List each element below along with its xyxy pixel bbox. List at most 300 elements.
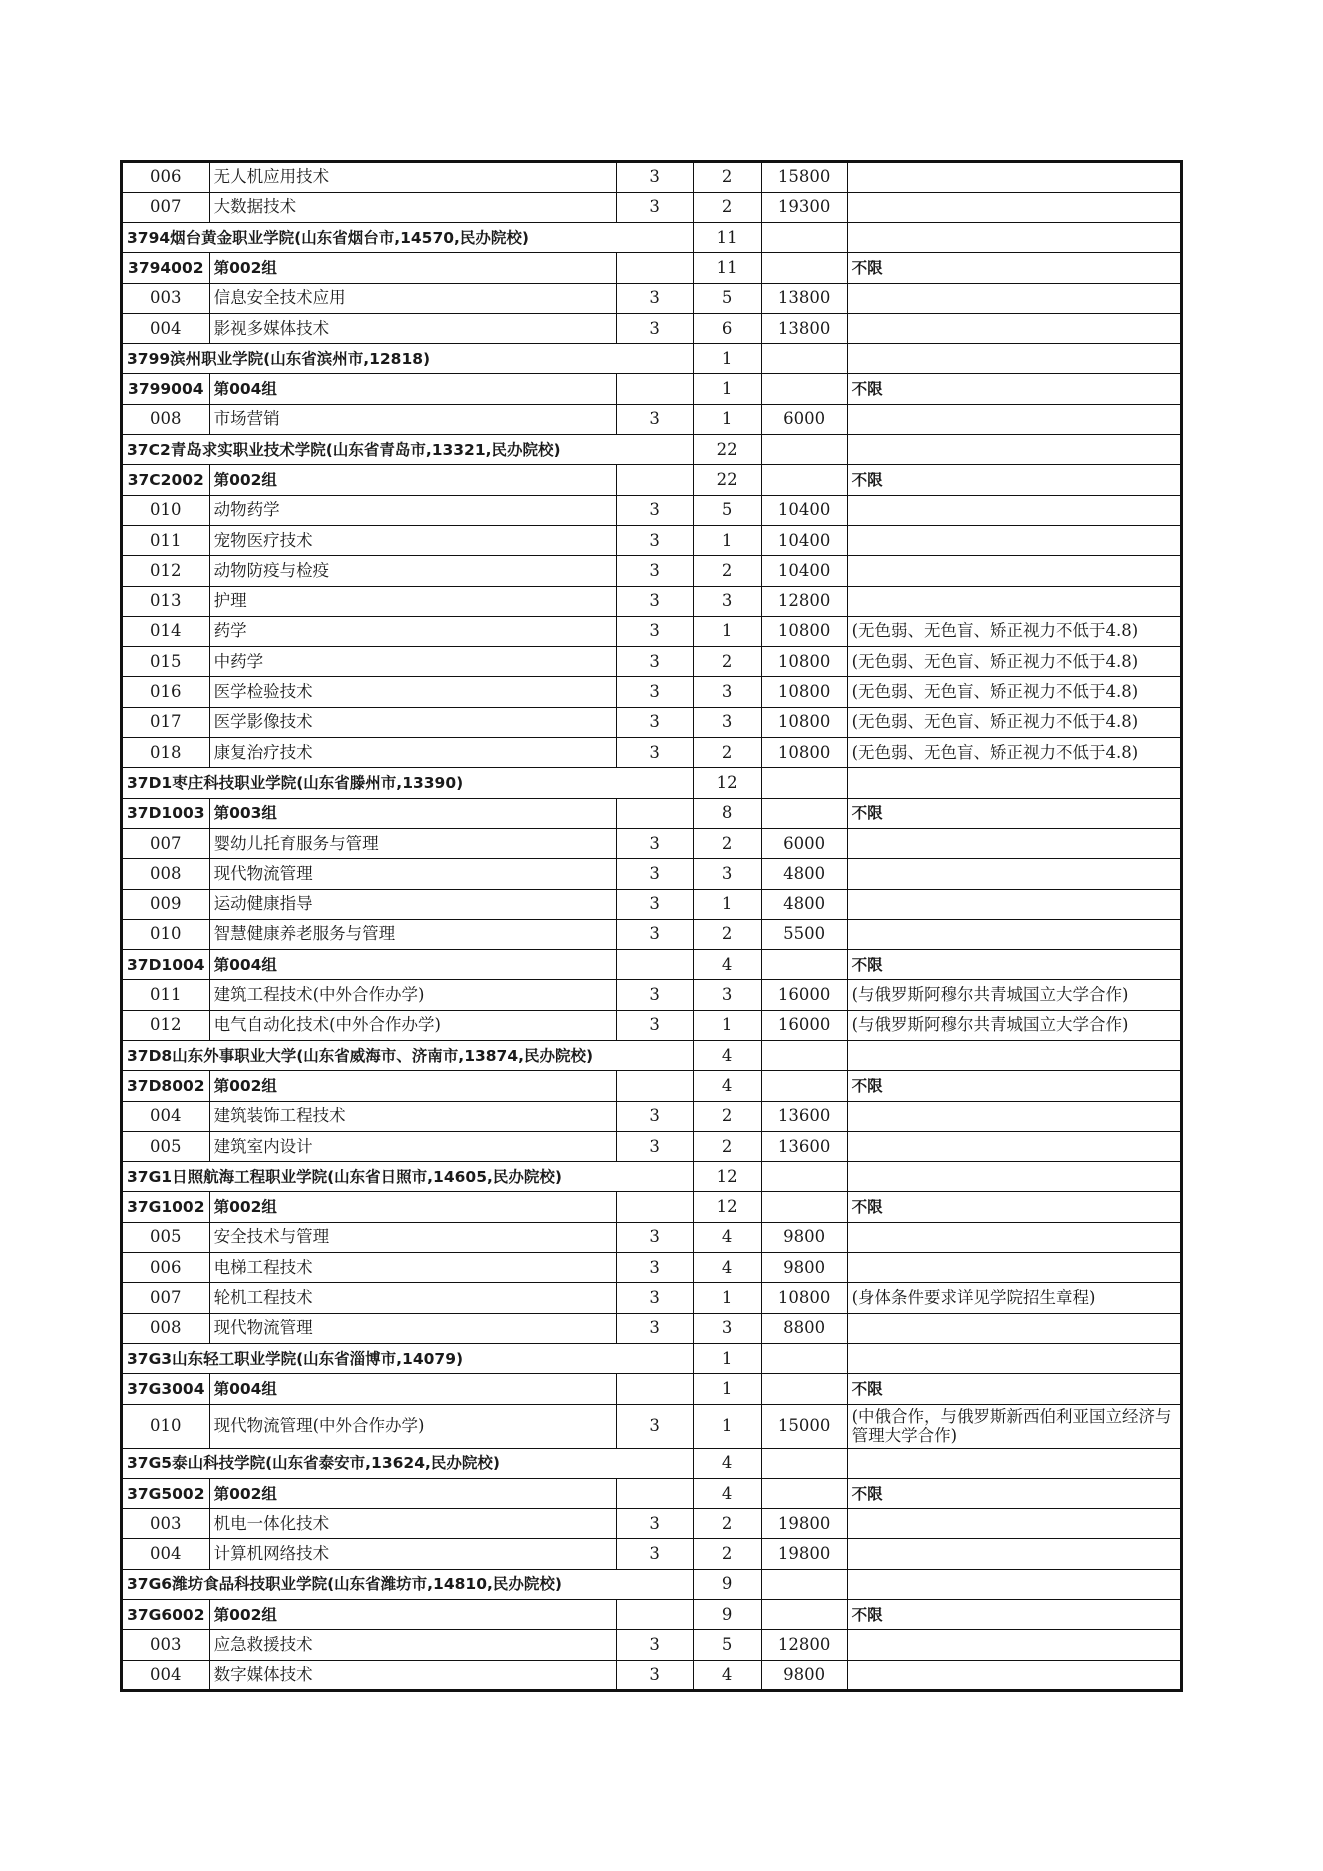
group-code: 37D8002	[122, 1071, 210, 1101]
school-row	[122, 1569, 1182, 1599]
major-name: 安全技术与管理	[209, 1222, 616, 1252]
plan-count: 4	[693, 1478, 761, 1508]
plan-count: 11	[693, 253, 761, 283]
plan-count: 1	[693, 344, 761, 374]
plan-count: 4	[693, 1041, 761, 1071]
major-code: 009	[122, 889, 210, 919]
plan-count: 4	[693, 1071, 761, 1101]
group-name: 第002组	[209, 465, 616, 495]
tuition-fee: 5500	[761, 919, 847, 949]
tuition-fee: 6000	[761, 404, 847, 434]
fee-cell	[761, 1343, 847, 1373]
major-name: 中药学	[209, 647, 616, 677]
plan-count: 2	[693, 192, 761, 222]
fee-cell	[761, 1071, 847, 1101]
major-row	[122, 525, 1182, 555]
major-code: 003	[122, 1509, 210, 1539]
major-code: 007	[122, 828, 210, 858]
plan-count: 3	[693, 859, 761, 889]
group-row	[122, 374, 1182, 404]
plan-count: 4	[693, 1660, 761, 1691]
tuition-fee: 16000	[761, 1010, 847, 1040]
years: 3	[616, 1101, 693, 1131]
major-note	[847, 1101, 1181, 1131]
major-row	[122, 1010, 1182, 1040]
fee-cell	[761, 374, 847, 404]
major-note	[847, 859, 1181, 889]
major-row	[122, 556, 1182, 586]
major-name: 智慧健康养老服务与管理	[209, 919, 616, 949]
major-name: 护理	[209, 586, 616, 616]
group-name: 第002组	[209, 1600, 616, 1630]
major-note: (无色弱、无色盲、矫正视力不低于4.8)	[847, 738, 1181, 768]
major-code: 006	[122, 1253, 210, 1283]
fee-cell	[761, 1448, 847, 1478]
major-code: 007	[122, 192, 210, 222]
major-code: 010	[122, 1404, 210, 1448]
group-name: 第004组	[209, 374, 616, 404]
major-note	[847, 1131, 1181, 1161]
years: 3	[616, 1539, 693, 1569]
note-cell	[847, 1448, 1181, 1478]
major-note: (无色弱、无色盲、矫正视力不低于4.8)	[847, 616, 1181, 646]
school-row	[122, 1162, 1182, 1192]
major-note	[847, 1630, 1181, 1660]
major-code: 007	[122, 1283, 210, 1313]
plan-count: 1	[693, 1404, 761, 1448]
plan-count: 2	[693, 647, 761, 677]
fee-cell	[761, 1162, 847, 1192]
tuition-fee: 10400	[761, 556, 847, 586]
plan-count: 5	[693, 495, 761, 525]
table-body	[122, 162, 1182, 1691]
plan-count: 8	[693, 798, 761, 828]
years: 3	[616, 889, 693, 919]
years: 3	[616, 1630, 693, 1660]
years: 3	[616, 495, 693, 525]
school-title: 37G5泰山科技学院(山东省泰安市,13624,民办院校)	[122, 1448, 694, 1478]
major-note: (无色弱、无色盲、矫正视力不低于4.8)	[847, 647, 1181, 677]
school-title: 37D1枣庄科技职业学院(山东省滕州市,13390)	[122, 768, 694, 798]
plan-count: 12	[693, 768, 761, 798]
group-requirement: 不限	[847, 1600, 1181, 1630]
school-row	[122, 1041, 1182, 1071]
major-row	[122, 828, 1182, 858]
major-note: (中俄合作，与俄罗斯新西伯利亚国立经济与管理大学合作)	[847, 1404, 1181, 1448]
plan-count: 1	[693, 1374, 761, 1404]
major-name: 影视多媒体技术	[209, 313, 616, 343]
years: 3	[616, 707, 693, 737]
major-name: 现代物流管理	[209, 1313, 616, 1343]
major-code: 010	[122, 919, 210, 949]
major-code: 004	[122, 1539, 210, 1569]
years: 3	[616, 980, 693, 1010]
years-cell	[616, 465, 693, 495]
note-cell	[847, 435, 1181, 465]
major-row	[122, 1509, 1182, 1539]
major-name: 运动健康指导	[209, 889, 616, 919]
major-row	[122, 283, 1182, 313]
major-row	[122, 1253, 1182, 1283]
major-name: 建筑工程技术(中外合作办学)	[209, 980, 616, 1010]
group-row	[122, 1374, 1182, 1404]
major-code: 011	[122, 980, 210, 1010]
years: 3	[616, 192, 693, 222]
major-row	[122, 192, 1182, 222]
group-name: 第004组	[209, 1374, 616, 1404]
group-row	[122, 1192, 1182, 1222]
group-code: 37G5002	[122, 1478, 210, 1508]
years-cell	[616, 798, 693, 828]
group-requirement: 不限	[847, 1374, 1181, 1404]
plan-count: 3	[693, 707, 761, 737]
major-note	[847, 919, 1181, 949]
fee-cell	[761, 344, 847, 374]
years: 3	[616, 1010, 693, 1040]
major-name: 大数据技术	[209, 192, 616, 222]
major-name: 市场营销	[209, 404, 616, 434]
group-code: 37G3004	[122, 1374, 210, 1404]
major-name: 电气自动化技术(中外合作办学)	[209, 1010, 616, 1040]
tuition-fee: 10800	[761, 647, 847, 677]
major-row	[122, 677, 1182, 707]
major-name: 医学检验技术	[209, 677, 616, 707]
major-row	[122, 1539, 1182, 1569]
major-note: (无色弱、无色盲、矫正视力不低于4.8)	[847, 707, 1181, 737]
major-row	[122, 859, 1182, 889]
years: 3	[616, 1131, 693, 1161]
major-row	[122, 586, 1182, 616]
tuition-fee: 10800	[761, 707, 847, 737]
group-name: 第004组	[209, 950, 616, 980]
years: 3	[616, 1283, 693, 1313]
major-code: 015	[122, 647, 210, 677]
years: 3	[616, 1660, 693, 1691]
fee-cell	[761, 950, 847, 980]
group-name: 第002组	[209, 1478, 616, 1508]
major-code: 003	[122, 1630, 210, 1660]
major-note	[847, 1313, 1181, 1343]
major-note: (身体条件要求详见学院招生章程)	[847, 1283, 1181, 1313]
major-name: 建筑室内设计	[209, 1131, 616, 1161]
major-name: 婴幼儿托育服务与管理	[209, 828, 616, 858]
school-row	[122, 1343, 1182, 1373]
plan-count: 1	[693, 404, 761, 434]
plan-count: 2	[693, 162, 761, 193]
major-code: 004	[122, 1660, 210, 1691]
fee-cell	[761, 1569, 847, 1599]
major-row	[122, 404, 1182, 434]
years: 3	[616, 586, 693, 616]
tuition-fee: 6000	[761, 828, 847, 858]
major-name: 宠物医疗技术	[209, 525, 616, 555]
tuition-fee: 9800	[761, 1253, 847, 1283]
plan-count: 5	[693, 283, 761, 313]
tuition-fee: 19800	[761, 1539, 847, 1569]
group-name: 第003组	[209, 798, 616, 828]
note-cell	[847, 344, 1181, 374]
group-requirement: 不限	[847, 950, 1181, 980]
plan-count: 2	[693, 1509, 761, 1539]
major-code: 005	[122, 1131, 210, 1161]
major-code: 004	[122, 313, 210, 343]
major-code: 012	[122, 1010, 210, 1040]
group-requirement: 不限	[847, 374, 1181, 404]
major-row	[122, 616, 1182, 646]
group-code: 37G6002	[122, 1600, 210, 1630]
major-name: 药学	[209, 616, 616, 646]
fee-cell	[761, 1192, 847, 1222]
major-note	[847, 1660, 1181, 1691]
major-code: 004	[122, 1101, 210, 1131]
major-row	[122, 1101, 1182, 1131]
major-note	[847, 1222, 1181, 1252]
school-title: 37G3山东轻工职业学院(山东省淄博市,14079)	[122, 1343, 694, 1373]
major-row	[122, 980, 1182, 1010]
tuition-fee: 8800	[761, 1313, 847, 1343]
group-code: 37C2002	[122, 465, 210, 495]
years: 3	[616, 283, 693, 313]
major-row	[122, 1630, 1182, 1660]
school-row	[122, 435, 1182, 465]
tuition-fee: 16000	[761, 980, 847, 1010]
major-row	[122, 495, 1182, 525]
years: 3	[616, 1404, 693, 1448]
major-name: 动物防疫与检疫	[209, 556, 616, 586]
plan-count: 2	[693, 738, 761, 768]
plan-count: 9	[693, 1569, 761, 1599]
years: 3	[616, 828, 693, 858]
note-cell	[847, 1569, 1181, 1599]
years: 3	[616, 677, 693, 707]
major-name: 医学影像技术	[209, 707, 616, 737]
group-code: 37D1003	[122, 798, 210, 828]
major-code: 012	[122, 556, 210, 586]
tuition-fee: 9800	[761, 1222, 847, 1252]
fee-cell	[761, 253, 847, 283]
major-name: 信息安全技术应用	[209, 283, 616, 313]
plan-count: 5	[693, 1630, 761, 1660]
major-name: 无人机应用技术	[209, 162, 616, 193]
school-row	[122, 768, 1182, 798]
plan-count: 1	[693, 525, 761, 555]
major-note	[847, 192, 1181, 222]
plan-count: 3	[693, 980, 761, 1010]
school-title: 37C2青岛求实职业技术学院(山东省青岛市,13321,民办院校)	[122, 435, 694, 465]
major-note	[847, 1539, 1181, 1569]
years-cell	[616, 374, 693, 404]
years: 3	[616, 556, 693, 586]
plan-count: 1	[693, 1283, 761, 1313]
tuition-fee: 10800	[761, 616, 847, 646]
major-code: 018	[122, 738, 210, 768]
major-row	[122, 313, 1182, 343]
major-note	[847, 828, 1181, 858]
plan-count: 4	[693, 1448, 761, 1478]
major-note: (与俄罗斯阿穆尔共青城国立大学合作)	[847, 1010, 1181, 1040]
fee-cell	[761, 1600, 847, 1630]
plan-count: 4	[693, 950, 761, 980]
group-row	[122, 1071, 1182, 1101]
years: 3	[616, 1313, 693, 1343]
school-title: 37G1日照航海工程职业学院(山东省日照市,14605,民办院校)	[122, 1162, 694, 1192]
tuition-fee: 12800	[761, 586, 847, 616]
plan-count: 2	[693, 1539, 761, 1569]
plan-count: 4	[693, 1253, 761, 1283]
years-cell	[616, 1478, 693, 1508]
group-requirement: 不限	[847, 253, 1181, 283]
plan-count: 12	[693, 1192, 761, 1222]
major-note	[847, 1253, 1181, 1283]
major-name: 机电一体化技术	[209, 1509, 616, 1539]
tuition-fee: 10800	[761, 738, 847, 768]
school-row	[122, 344, 1182, 374]
tuition-fee: 19300	[761, 192, 847, 222]
major-code: 008	[122, 1313, 210, 1343]
major-row	[122, 1222, 1182, 1252]
major-note	[847, 889, 1181, 919]
major-row	[122, 889, 1182, 919]
major-note	[847, 162, 1181, 193]
major-name: 现代物流管理	[209, 859, 616, 889]
tuition-fee: 13800	[761, 283, 847, 313]
fee-cell	[761, 798, 847, 828]
major-row	[122, 1404, 1182, 1448]
tuition-fee: 10800	[761, 677, 847, 707]
plan-count: 9	[693, 1600, 761, 1630]
years: 3	[616, 859, 693, 889]
plan-count: 4	[693, 1222, 761, 1252]
major-row	[122, 162, 1182, 193]
plan-count: 2	[693, 556, 761, 586]
major-row	[122, 1131, 1182, 1161]
group-row	[122, 1600, 1182, 1630]
tuition-fee: 12800	[761, 1630, 847, 1660]
years: 3	[616, 616, 693, 646]
major-note	[847, 586, 1181, 616]
note-cell	[847, 1041, 1181, 1071]
years: 3	[616, 738, 693, 768]
group-code: 3799004	[122, 374, 210, 404]
plan-count: 2	[693, 1101, 761, 1131]
school-title: 37G6潍坊食品科技职业学院(山东省潍坊市,14810,民办院校)	[122, 1569, 694, 1599]
major-row	[122, 1660, 1182, 1691]
years: 3	[616, 919, 693, 949]
note-cell	[847, 1162, 1181, 1192]
group-code: 37G1002	[122, 1192, 210, 1222]
plan-count: 3	[693, 586, 761, 616]
years-cell	[616, 950, 693, 980]
plan-count: 3	[693, 677, 761, 707]
major-name: 现代物流管理(中外合作办学)	[209, 1404, 616, 1448]
major-code: 006	[122, 162, 210, 193]
major-code: 014	[122, 616, 210, 646]
fee-cell	[761, 1478, 847, 1508]
major-code: 010	[122, 495, 210, 525]
group-requirement: 不限	[847, 1071, 1181, 1101]
major-code: 003	[122, 283, 210, 313]
group-row	[122, 465, 1182, 495]
plan-count: 3	[693, 1313, 761, 1343]
years: 3	[616, 1509, 693, 1539]
major-name: 建筑装饰工程技术	[209, 1101, 616, 1131]
enrollment-plan-table	[120, 160, 1183, 1692]
tuition-fee: 9800	[761, 1660, 847, 1691]
major-name: 动物药学	[209, 495, 616, 525]
major-code: 011	[122, 525, 210, 555]
years: 3	[616, 525, 693, 555]
major-note	[847, 525, 1181, 555]
fee-cell	[761, 222, 847, 252]
tuition-fee: 15800	[761, 162, 847, 193]
group-row	[122, 1478, 1182, 1508]
years: 3	[616, 313, 693, 343]
years-cell	[616, 1600, 693, 1630]
years: 3	[616, 1222, 693, 1252]
fee-cell	[761, 435, 847, 465]
group-requirement: 不限	[847, 465, 1181, 495]
school-title: 3794烟台黄金职业学院(山东省烟台市,14570,民办院校)	[122, 222, 694, 252]
major-code: 008	[122, 859, 210, 889]
plan-count: 2	[693, 919, 761, 949]
school-title: 3799滨州职业学院(山东省滨州市,12818)	[122, 344, 694, 374]
tuition-fee: 10400	[761, 495, 847, 525]
years-cell	[616, 1071, 693, 1101]
fee-cell	[761, 465, 847, 495]
major-code: 016	[122, 677, 210, 707]
group-requirement: 不限	[847, 798, 1181, 828]
fee-cell	[761, 768, 847, 798]
major-name: 轮机工程技术	[209, 1283, 616, 1313]
group-row	[122, 950, 1182, 980]
plan-count: 1	[693, 616, 761, 646]
years: 3	[616, 404, 693, 434]
fee-cell	[761, 1041, 847, 1071]
note-cell	[847, 1343, 1181, 1373]
note-cell	[847, 768, 1181, 798]
plan-count: 6	[693, 313, 761, 343]
plan-count: 1	[693, 1343, 761, 1373]
group-name: 第002组	[209, 1071, 616, 1101]
plan-count: 1	[693, 889, 761, 919]
major-name: 数字媒体技术	[209, 1660, 616, 1691]
plan-count: 12	[693, 1162, 761, 1192]
major-row	[122, 647, 1182, 677]
group-requirement: 不限	[847, 1192, 1181, 1222]
major-note	[847, 556, 1181, 586]
tuition-fee: 13600	[761, 1101, 847, 1131]
tuition-fee: 4800	[761, 859, 847, 889]
group-requirement: 不限	[847, 1478, 1181, 1508]
major-name: 电梯工程技术	[209, 1253, 616, 1283]
major-name: 康复治疗技术	[209, 738, 616, 768]
years: 3	[616, 1253, 693, 1283]
major-row	[122, 1313, 1182, 1343]
tuition-fee: 10800	[761, 1283, 847, 1313]
major-row	[122, 1283, 1182, 1313]
plan-count: 11	[693, 222, 761, 252]
major-note	[847, 283, 1181, 313]
group-code: 3794002	[122, 253, 210, 283]
tuition-fee: 10400	[761, 525, 847, 555]
group-row	[122, 253, 1182, 283]
major-code: 008	[122, 404, 210, 434]
plan-count: 22	[693, 435, 761, 465]
major-note: (与俄罗斯阿穆尔共青城国立大学合作)	[847, 980, 1181, 1010]
major-note	[847, 313, 1181, 343]
plan-count: 1	[693, 1010, 761, 1040]
major-row	[122, 738, 1182, 768]
